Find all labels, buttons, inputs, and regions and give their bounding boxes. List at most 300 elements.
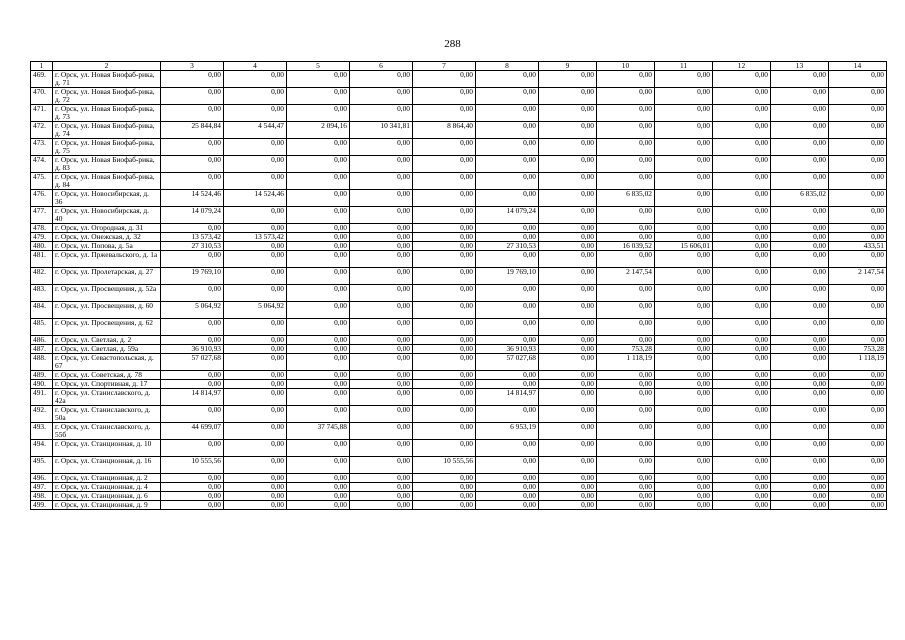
value-cell: 0,00 xyxy=(476,156,539,173)
row-number: 489. xyxy=(31,371,53,380)
value-cell: 0,00 xyxy=(655,380,713,389)
value-cell: 0,00 xyxy=(287,440,350,457)
column-header: 7 xyxy=(413,62,476,71)
table-row xyxy=(31,457,887,474)
value-cell: 0,00 xyxy=(287,233,350,242)
table-row xyxy=(31,406,887,423)
value-cell: 0,00 xyxy=(829,440,887,457)
address-cell: г. Орск, ул. Спортивная, д. 17 xyxy=(53,380,161,389)
value-cell: 0,00 xyxy=(350,156,413,173)
value-cell: 0,00 xyxy=(224,268,287,285)
address-cell: г. Орск, ул. Станционная, д. 10 xyxy=(53,440,161,457)
table-row xyxy=(31,173,887,190)
value-cell: 0,00 xyxy=(771,319,829,336)
value-cell: 44 699,07 xyxy=(161,423,224,440)
value-cell: 0,00 xyxy=(350,71,413,88)
value-cell: 0,00 xyxy=(713,302,771,319)
value-cell: 0,00 xyxy=(713,345,771,354)
value-cell: 0,00 xyxy=(713,285,771,302)
value-cell: 0,00 xyxy=(539,501,597,510)
value-cell: 0,00 xyxy=(713,371,771,380)
value-cell: 0,00 xyxy=(539,457,597,474)
value-cell: 0,00 xyxy=(829,207,887,224)
table-row xyxy=(31,224,887,233)
value-cell: 0,00 xyxy=(829,319,887,336)
value-cell: 0,00 xyxy=(771,139,829,156)
value-cell: 0,00 xyxy=(224,88,287,105)
table-row xyxy=(31,440,887,457)
value-cell: 0,00 xyxy=(539,156,597,173)
row-number: 477. xyxy=(31,207,53,224)
value-cell: 0,00 xyxy=(413,406,476,423)
value-cell: 0,00 xyxy=(597,501,655,510)
value-cell: 0,00 xyxy=(350,105,413,122)
value-cell: 0,00 xyxy=(713,483,771,492)
row-number: 482. xyxy=(31,268,53,285)
value-cell: 0,00 xyxy=(287,474,350,483)
value-cell: 0,00 xyxy=(597,105,655,122)
row-number: 487. xyxy=(31,345,53,354)
address-cell: г. Орск, ул. Просвещения, д. 60 xyxy=(53,302,161,319)
value-cell: 0,00 xyxy=(597,233,655,242)
value-cell: 0,00 xyxy=(224,371,287,380)
value-cell: 0,00 xyxy=(476,380,539,389)
value-cell: 753,28 xyxy=(597,345,655,354)
address-cell: г. Орск, ул. Огородная, д. 31 xyxy=(53,224,161,233)
value-cell: 0,00 xyxy=(655,354,713,371)
value-cell: 0,00 xyxy=(829,105,887,122)
column-header: 3 xyxy=(161,62,224,71)
value-cell: 0,00 xyxy=(713,268,771,285)
value-cell: 0,00 xyxy=(771,285,829,302)
value-cell: 0,00 xyxy=(350,492,413,501)
value-cell: 0,00 xyxy=(655,233,713,242)
value-cell: 0,00 xyxy=(350,233,413,242)
table-row xyxy=(31,336,887,345)
value-cell: 0,00 xyxy=(161,285,224,302)
value-cell: 0,00 xyxy=(597,139,655,156)
value-cell: 0,00 xyxy=(287,251,350,268)
address-cell: г. Орск, ул. Новая Биофаб-рика, д. 72 xyxy=(53,88,161,105)
value-cell: 0,00 xyxy=(829,233,887,242)
value-cell: 0,00 xyxy=(829,224,887,233)
value-cell: 0,00 xyxy=(713,492,771,501)
value-cell: 0,00 xyxy=(655,122,713,139)
value-cell: 0,00 xyxy=(287,336,350,345)
row-number: 496. xyxy=(31,474,53,483)
value-cell: 0,00 xyxy=(655,336,713,345)
value-cell: 0,00 xyxy=(161,501,224,510)
value-cell: 0,00 xyxy=(413,474,476,483)
address-cell: г. Орск, ул. Просвещения, д. 52а xyxy=(53,285,161,302)
table-row xyxy=(31,268,887,285)
value-cell: 0,00 xyxy=(713,251,771,268)
column-header: 6 xyxy=(350,62,413,71)
value-cell: 0,00 xyxy=(539,285,597,302)
data-table xyxy=(30,61,887,510)
value-cell: 0,00 xyxy=(161,319,224,336)
address-cell: г. Орск, ул. Просвещения, д. 62 xyxy=(53,319,161,336)
value-cell: 2 147,54 xyxy=(829,268,887,285)
value-cell: 0,00 xyxy=(413,173,476,190)
value-cell: 0,00 xyxy=(476,173,539,190)
value-cell: 0,00 xyxy=(713,156,771,173)
value-cell: 0,00 xyxy=(655,389,713,406)
column-header: 2 xyxy=(53,62,161,71)
value-cell: 0,00 xyxy=(713,71,771,88)
table-row xyxy=(31,423,887,440)
value-cell: 0,00 xyxy=(539,122,597,139)
value-cell: 0,00 xyxy=(161,156,224,173)
value-cell: 0,00 xyxy=(713,139,771,156)
value-cell: 0,00 xyxy=(224,406,287,423)
value-cell: 0,00 xyxy=(771,354,829,371)
value-cell: 13 573,42 xyxy=(161,233,224,242)
row-number: 470. xyxy=(31,88,53,105)
value-cell: 36 910,93 xyxy=(476,345,539,354)
value-cell: 0,00 xyxy=(413,440,476,457)
value-cell: 0,00 xyxy=(224,492,287,501)
value-cell: 0,00 xyxy=(829,285,887,302)
value-cell: 0,00 xyxy=(161,440,224,457)
row-number: 479. xyxy=(31,233,53,242)
value-cell: 0,00 xyxy=(413,71,476,88)
row-number: 493. xyxy=(31,423,53,440)
column-header: 8 xyxy=(476,62,539,71)
value-cell: 0,00 xyxy=(350,345,413,354)
value-cell: 0,00 xyxy=(597,173,655,190)
value-cell: 0,00 xyxy=(829,88,887,105)
table-row xyxy=(31,190,887,207)
value-cell: 0,00 xyxy=(287,492,350,501)
column-header: 14 xyxy=(829,62,887,71)
value-cell: 0,00 xyxy=(224,457,287,474)
value-cell: 6 953,19 xyxy=(476,423,539,440)
value-cell: 0,00 xyxy=(476,71,539,88)
value-cell: 0,00 xyxy=(476,492,539,501)
value-cell: 0,00 xyxy=(655,190,713,207)
address-cell: г. Орск, ул. Пролетарская, д. 27 xyxy=(53,268,161,285)
value-cell: 0,00 xyxy=(771,371,829,380)
value-cell: 0,00 xyxy=(413,251,476,268)
value-cell: 0,00 xyxy=(287,105,350,122)
value-cell: 0,00 xyxy=(539,423,597,440)
value-cell: 0,00 xyxy=(829,302,887,319)
value-cell: 0,00 xyxy=(597,380,655,389)
value-cell: 0,00 xyxy=(829,406,887,423)
value-cell: 16 039,52 xyxy=(597,242,655,251)
column-header: 5 xyxy=(287,62,350,71)
value-cell: 0,00 xyxy=(829,389,887,406)
value-cell: 0,00 xyxy=(771,406,829,423)
row-number: 480. xyxy=(31,242,53,251)
column-header: 11 xyxy=(655,62,713,71)
value-cell: 0,00 xyxy=(287,285,350,302)
table-row xyxy=(31,122,887,139)
address-cell: г. Орск, ул. Онежская, д. 32 xyxy=(53,233,161,242)
column-header: 4 xyxy=(224,62,287,71)
value-cell: 0,00 xyxy=(287,71,350,88)
value-cell: 0,00 xyxy=(539,371,597,380)
value-cell: 0,00 xyxy=(771,380,829,389)
value-cell: 10 341,81 xyxy=(350,122,413,139)
value-cell: 0,00 xyxy=(476,474,539,483)
table-row xyxy=(31,319,887,336)
value-cell: 0,00 xyxy=(539,483,597,492)
value-cell: 0,00 xyxy=(413,233,476,242)
value-cell: 0,00 xyxy=(597,224,655,233)
value-cell: 0,00 xyxy=(287,483,350,492)
row-number: 469. xyxy=(31,71,53,88)
value-cell: 0,00 xyxy=(829,501,887,510)
value-cell: 0,00 xyxy=(476,336,539,345)
value-cell: 0,00 xyxy=(655,224,713,233)
value-cell: 0,00 xyxy=(597,251,655,268)
value-cell: 0,00 xyxy=(224,105,287,122)
value-cell: 0,00 xyxy=(597,336,655,345)
address-cell: г. Орск, ул. Новосибирская, д. 40 xyxy=(53,207,161,224)
table-row xyxy=(31,501,887,510)
value-cell: 0,00 xyxy=(350,406,413,423)
value-cell: 0,00 xyxy=(350,457,413,474)
value-cell: 0,00 xyxy=(829,156,887,173)
value-cell: 0,00 xyxy=(829,190,887,207)
column-header: 1 xyxy=(31,62,53,71)
address-cell: г. Орск, ул. Новая Биофаб-рика, д. 84 xyxy=(53,173,161,190)
value-cell: 0,00 xyxy=(713,380,771,389)
value-cell: 0,00 xyxy=(161,139,224,156)
value-cell: 0,00 xyxy=(350,380,413,389)
table-row xyxy=(31,371,887,380)
value-cell: 0,00 xyxy=(224,156,287,173)
value-cell: 0,00 xyxy=(655,251,713,268)
value-cell: 0,00 xyxy=(713,233,771,242)
table-row xyxy=(31,492,887,501)
value-cell: 0,00 xyxy=(539,224,597,233)
address-cell: г. Орск, ул. Светлая, д. 59а xyxy=(53,345,161,354)
value-cell: 57 027,68 xyxy=(476,354,539,371)
value-cell: 0,00 xyxy=(713,173,771,190)
value-cell: 0,00 xyxy=(771,88,829,105)
row-number: 476. xyxy=(31,190,53,207)
value-cell: 0,00 xyxy=(655,440,713,457)
value-cell: 0,00 xyxy=(224,207,287,224)
address-cell: г. Орск, ул. Советская, д. 78 xyxy=(53,371,161,380)
value-cell: 0,00 xyxy=(713,440,771,457)
value-cell: 0,00 xyxy=(771,173,829,190)
value-cell: 0,00 xyxy=(476,251,539,268)
value-cell: 0,00 xyxy=(597,156,655,173)
value-cell: 0,00 xyxy=(713,207,771,224)
value-cell: 0,00 xyxy=(413,242,476,251)
value-cell: 0,00 xyxy=(287,457,350,474)
value-cell: 0,00 xyxy=(539,380,597,389)
row-number: 471. xyxy=(31,105,53,122)
value-cell: 0,00 xyxy=(413,207,476,224)
address-cell: г. Орск, ул. Новая Биофаб-рика, д. 71 xyxy=(53,71,161,88)
value-cell: 0,00 xyxy=(771,233,829,242)
row-number: 497. xyxy=(31,483,53,492)
value-cell: 0,00 xyxy=(597,492,655,501)
value-cell: 0,00 xyxy=(655,406,713,423)
value-cell: 0,00 xyxy=(655,268,713,285)
value-cell: 0,00 xyxy=(713,457,771,474)
value-cell: 0,00 xyxy=(287,207,350,224)
table-row xyxy=(31,380,887,389)
address-cell: г. Орск, ул. Станиславского, д. 50а xyxy=(53,406,161,423)
value-cell: 0,00 xyxy=(161,492,224,501)
address-cell: г. Орск, ул. Светлая, д. 2 xyxy=(53,336,161,345)
value-cell: 0,00 xyxy=(161,336,224,345)
value-cell: 0,00 xyxy=(413,389,476,406)
address-cell: г. Орск, ул. Станционная, д. 6 xyxy=(53,492,161,501)
value-cell: 0,00 xyxy=(287,501,350,510)
value-cell: 0,00 xyxy=(350,285,413,302)
value-cell: 0,00 xyxy=(655,345,713,354)
value-cell: 0,00 xyxy=(413,319,476,336)
value-cell: 0,00 xyxy=(476,319,539,336)
value-cell: 0,00 xyxy=(771,492,829,501)
value-cell: 0,00 xyxy=(539,88,597,105)
table-row xyxy=(31,483,887,492)
value-cell: 10 555,56 xyxy=(161,457,224,474)
value-cell: 2 147,54 xyxy=(597,268,655,285)
table-row xyxy=(31,156,887,173)
value-cell: 0,00 xyxy=(350,336,413,345)
address-cell: г. Орск, ул. Новосибирская, д. 36 xyxy=(53,190,161,207)
address-cell: г. Орск, ул. Новая Биофаб-рика, д. 83 xyxy=(53,156,161,173)
value-cell: 0,00 xyxy=(350,251,413,268)
value-cell: 0,00 xyxy=(161,380,224,389)
value-cell: 6 835,02 xyxy=(771,190,829,207)
value-cell: 0,00 xyxy=(597,389,655,406)
value-cell: 0,00 xyxy=(771,242,829,251)
value-cell: 14 814,97 xyxy=(161,389,224,406)
header-row xyxy=(31,62,887,71)
value-cell: 0,00 xyxy=(771,345,829,354)
value-cell: 0,00 xyxy=(771,268,829,285)
table-row xyxy=(31,302,887,319)
value-cell: 0,00 xyxy=(539,105,597,122)
value-cell: 0,00 xyxy=(161,224,224,233)
value-cell: 0,00 xyxy=(829,380,887,389)
value-cell: 0,00 xyxy=(539,319,597,336)
value-cell: 0,00 xyxy=(713,336,771,345)
row-number: 475. xyxy=(31,173,53,190)
row-number: 483. xyxy=(31,285,53,302)
value-cell: 0,00 xyxy=(350,501,413,510)
value-cell: 0,00 xyxy=(224,139,287,156)
value-cell: 0,00 xyxy=(413,501,476,510)
value-cell: 0,00 xyxy=(224,389,287,406)
address-cell: г. Орск, ул. Новая Биофаб-рика, д. 74 xyxy=(53,122,161,139)
value-cell: 0,00 xyxy=(713,88,771,105)
value-cell: 0,00 xyxy=(224,173,287,190)
value-cell: 14 079,24 xyxy=(476,207,539,224)
value-cell: 27 310,53 xyxy=(161,242,224,251)
value-cell: 0,00 xyxy=(771,457,829,474)
value-cell: 0,00 xyxy=(224,251,287,268)
value-cell: 0,00 xyxy=(413,139,476,156)
value-cell: 0,00 xyxy=(771,71,829,88)
value-cell: 0,00 xyxy=(771,105,829,122)
value-cell: 0,00 xyxy=(161,251,224,268)
value-cell: 0,00 xyxy=(224,285,287,302)
value-cell: 0,00 xyxy=(597,207,655,224)
value-cell: 0,00 xyxy=(597,440,655,457)
value-cell: 0,00 xyxy=(771,440,829,457)
value-cell: 0,00 xyxy=(655,492,713,501)
value-cell: 1 118,19 xyxy=(829,354,887,371)
value-cell: 0,00 xyxy=(655,207,713,224)
value-cell: 0,00 xyxy=(655,371,713,380)
value-cell: 0,00 xyxy=(224,345,287,354)
value-cell: 0,00 xyxy=(224,380,287,389)
value-cell: 0,00 xyxy=(287,302,350,319)
table-row xyxy=(31,207,887,224)
value-cell: 0,00 xyxy=(476,285,539,302)
value-cell: 0,00 xyxy=(655,285,713,302)
address-cell: г. Орск, ул. Пржевальского, д. 1а xyxy=(53,251,161,268)
value-cell: 0,00 xyxy=(597,457,655,474)
value-cell: 0,00 xyxy=(476,233,539,242)
value-cell: 0,00 xyxy=(287,173,350,190)
value-cell: 0,00 xyxy=(350,207,413,224)
value-cell: 0,00 xyxy=(224,319,287,336)
value-cell: 0,00 xyxy=(287,389,350,406)
value-cell: 0,00 xyxy=(350,371,413,380)
value-cell: 0,00 xyxy=(713,242,771,251)
value-cell: 0,00 xyxy=(597,88,655,105)
value-cell: 0,00 xyxy=(161,88,224,105)
value-cell: 0,00 xyxy=(539,268,597,285)
row-number: 498. xyxy=(31,492,53,501)
value-cell: 0,00 xyxy=(539,190,597,207)
value-cell: 0,00 xyxy=(413,285,476,302)
value-cell: 0,00 xyxy=(476,88,539,105)
value-cell: 0,00 xyxy=(287,319,350,336)
value-cell: 0,00 xyxy=(539,389,597,406)
value-cell: 14 524,46 xyxy=(161,190,224,207)
value-cell: 0,00 xyxy=(655,319,713,336)
value-cell: 14 524,46 xyxy=(224,190,287,207)
row-number: 492. xyxy=(31,406,53,423)
value-cell: 19 769,10 xyxy=(476,268,539,285)
address-cell: г. Орск, ул. Станиславского, д. 42а xyxy=(53,389,161,406)
value-cell: 0,00 xyxy=(350,242,413,251)
value-cell: 0,00 xyxy=(597,474,655,483)
value-cell: 0,00 xyxy=(350,224,413,233)
value-cell: 0,00 xyxy=(413,302,476,319)
value-cell: 0,00 xyxy=(597,483,655,492)
value-cell: 5 064,92 xyxy=(224,302,287,319)
value-cell: 0,00 xyxy=(350,483,413,492)
value-cell: 36 910,93 xyxy=(161,345,224,354)
value-cell: 0,00 xyxy=(655,71,713,88)
value-cell: 0,00 xyxy=(413,371,476,380)
value-cell: 0,00 xyxy=(655,88,713,105)
value-cell: 0,00 xyxy=(655,173,713,190)
value-cell: 0,00 xyxy=(476,190,539,207)
address-cell: г. Орск, ул. Новая Биофаб-рика, д. 73 xyxy=(53,105,161,122)
value-cell: 0,00 xyxy=(350,440,413,457)
value-cell: 0,00 xyxy=(771,483,829,492)
value-cell: 15 606,01 xyxy=(655,242,713,251)
value-cell: 0,00 xyxy=(771,474,829,483)
value-cell: 0,00 xyxy=(224,501,287,510)
value-cell: 0,00 xyxy=(597,302,655,319)
value-cell: 0,00 xyxy=(597,71,655,88)
